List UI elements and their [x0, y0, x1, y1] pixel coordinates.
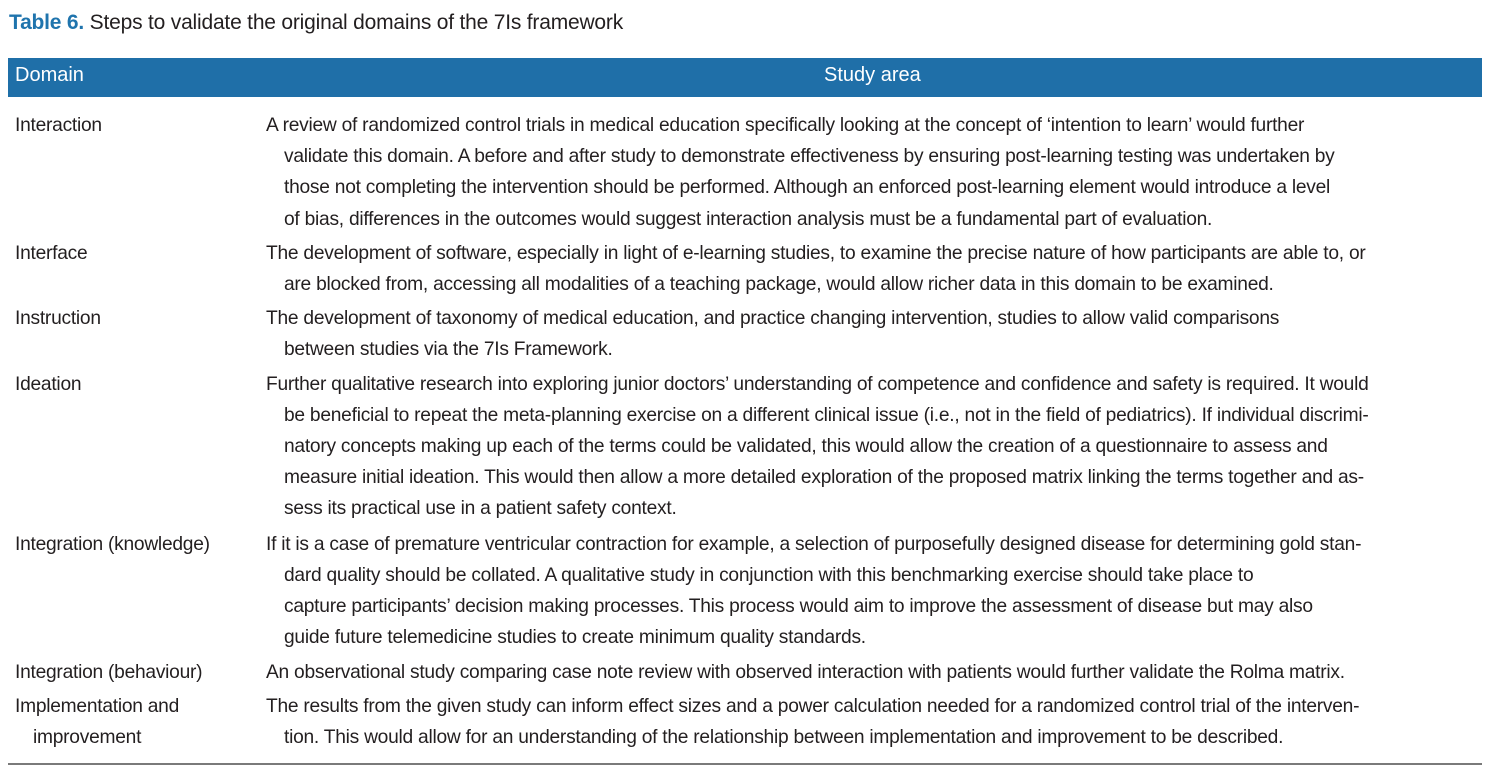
study-area-text: Further qualitative research into exploring junior doctors’ understanding of competence and confidence and safety is required. It would — [266, 373, 1369, 395]
study-area-cell — [266, 238, 1482, 300]
study-area-text: validate this domain. A before and after study to demonstrate effectiveness by ensuring post-learning testing was undertaken by — [284, 146, 1335, 168]
table-caption — [9, 8, 623, 38]
study-area-text: An observational study comparing case note review with observed interaction with patients would further validate the Rolma matrix. — [266, 662, 1345, 684]
study-area-text: dard quality should be collated. A qualitative study in conjunction with this benchmarking exercise should take place to — [284, 564, 1254, 586]
domain-cell — [8, 657, 266, 688]
study-area-text: measure initial ideation. This would then allow a more detailed exploration of the proposed matrix linking the terms together and as- — [284, 467, 1364, 489]
domain-cell — [8, 238, 266, 300]
domain-text: Interaction — [15, 115, 102, 136]
study-area-cell — [266, 303, 1482, 365]
study-area-cell — [266, 369, 1482, 525]
domain-cell — [8, 110, 266, 235]
study-area-text: of bias, differences in the outcomes would suggest interaction analysis must be a fundamental part of evaluation. — [284, 208, 1213, 230]
study-area-cell — [266, 529, 1482, 654]
study-area-text: between studies via the 7Is Framework. — [284, 339, 613, 361]
study-area-text: A review of randomized control trials in medical education specifically looking at the concept of ‘intention to learn’ would further — [266, 115, 1305, 136]
table-row — [8, 303, 1482, 365]
domain-text: Integration (knowledge) — [15, 533, 210, 555]
study-area-text: are blocked from, accessing all modalities of a teaching package, would allow richer data in this domain to be examined. — [284, 274, 1274, 296]
study-area-text: If it is a case of premature ventricular contraction for example, a selection of purposefully designed disease for determining gold stan- — [266, 533, 1362, 555]
study-area-text: those not completing the intervention should be performed. Although an enforced post-learning element would introduce a level — [284, 177, 1331, 199]
table-row — [8, 529, 1482, 654]
domain-cell — [8, 369, 266, 525]
study-area-text: The results from the given study can inform effect sizes and a power calculation needed for a randomized control trial of the interven- — [266, 695, 1360, 717]
domain-cell — [8, 691, 266, 753]
study-area-text: tion. This would allow for an understanding of the relationship between implementation and improvement to be described. — [284, 726, 1284, 748]
study-area-text: sess its practical use in a patient safety context. — [284, 498, 677, 520]
domain-text: Implementation and — [15, 695, 180, 717]
table-body — [8, 110, 1482, 753]
table-label: Table 6. — [9, 11, 85, 34]
study-area-text: be beneficial to repeat the meta-planning exercise on a different clinical issue (i.e., not in the field of pediatrics). If individual discrimi- — [284, 404, 1369, 426]
study-area-text: capture participants’ decision making processes. This process would aim to improve the assessment of disease but may also — [284, 596, 1313, 618]
table-row — [8, 238, 1482, 300]
study-area-cell — [266, 657, 1482, 688]
table-row — [8, 657, 1482, 688]
table-title: Steps to validate the original domains of the 7Is framework — [84, 11, 623, 34]
table-row — [8, 110, 1482, 235]
domain-text: improvement — [33, 726, 142, 748]
domain-cell — [8, 529, 266, 654]
domain-text: Integration (behaviour) — [15, 662, 203, 684]
study-area-text: guide future telemedicine studies to create minimum quality standards. — [284, 627, 866, 649]
domain-text: Instruction — [15, 308, 101, 330]
table-header — [8, 58, 1482, 97]
study-area-text: natory concepts making up each of the terms could be validated, this would allow the creation of a questionnaire to assess and — [284, 436, 1328, 458]
study-area-text: The development of software, especially in light of e-learning studies, to examine the precise nature of how participants are able to, or — [266, 242, 1366, 264]
study-area-cell — [266, 691, 1482, 753]
study-area-cell — [266, 110, 1482, 235]
domain-text: Interface — [15, 242, 88, 264]
column-header-domain: Domain — [15, 64, 84, 86]
table-row — [8, 369, 1482, 525]
table-bottom-rule — [8, 763, 1482, 765]
study-area-text: The development of taxonomy of medical education, and practice changing intervention, studies to allow valid comparisons — [266, 308, 1280, 330]
domain-cell — [8, 303, 266, 365]
column-header-study-area: Study area — [824, 64, 921, 86]
table-row — [8, 691, 1482, 753]
domain-text: Ideation — [15, 373, 82, 395]
